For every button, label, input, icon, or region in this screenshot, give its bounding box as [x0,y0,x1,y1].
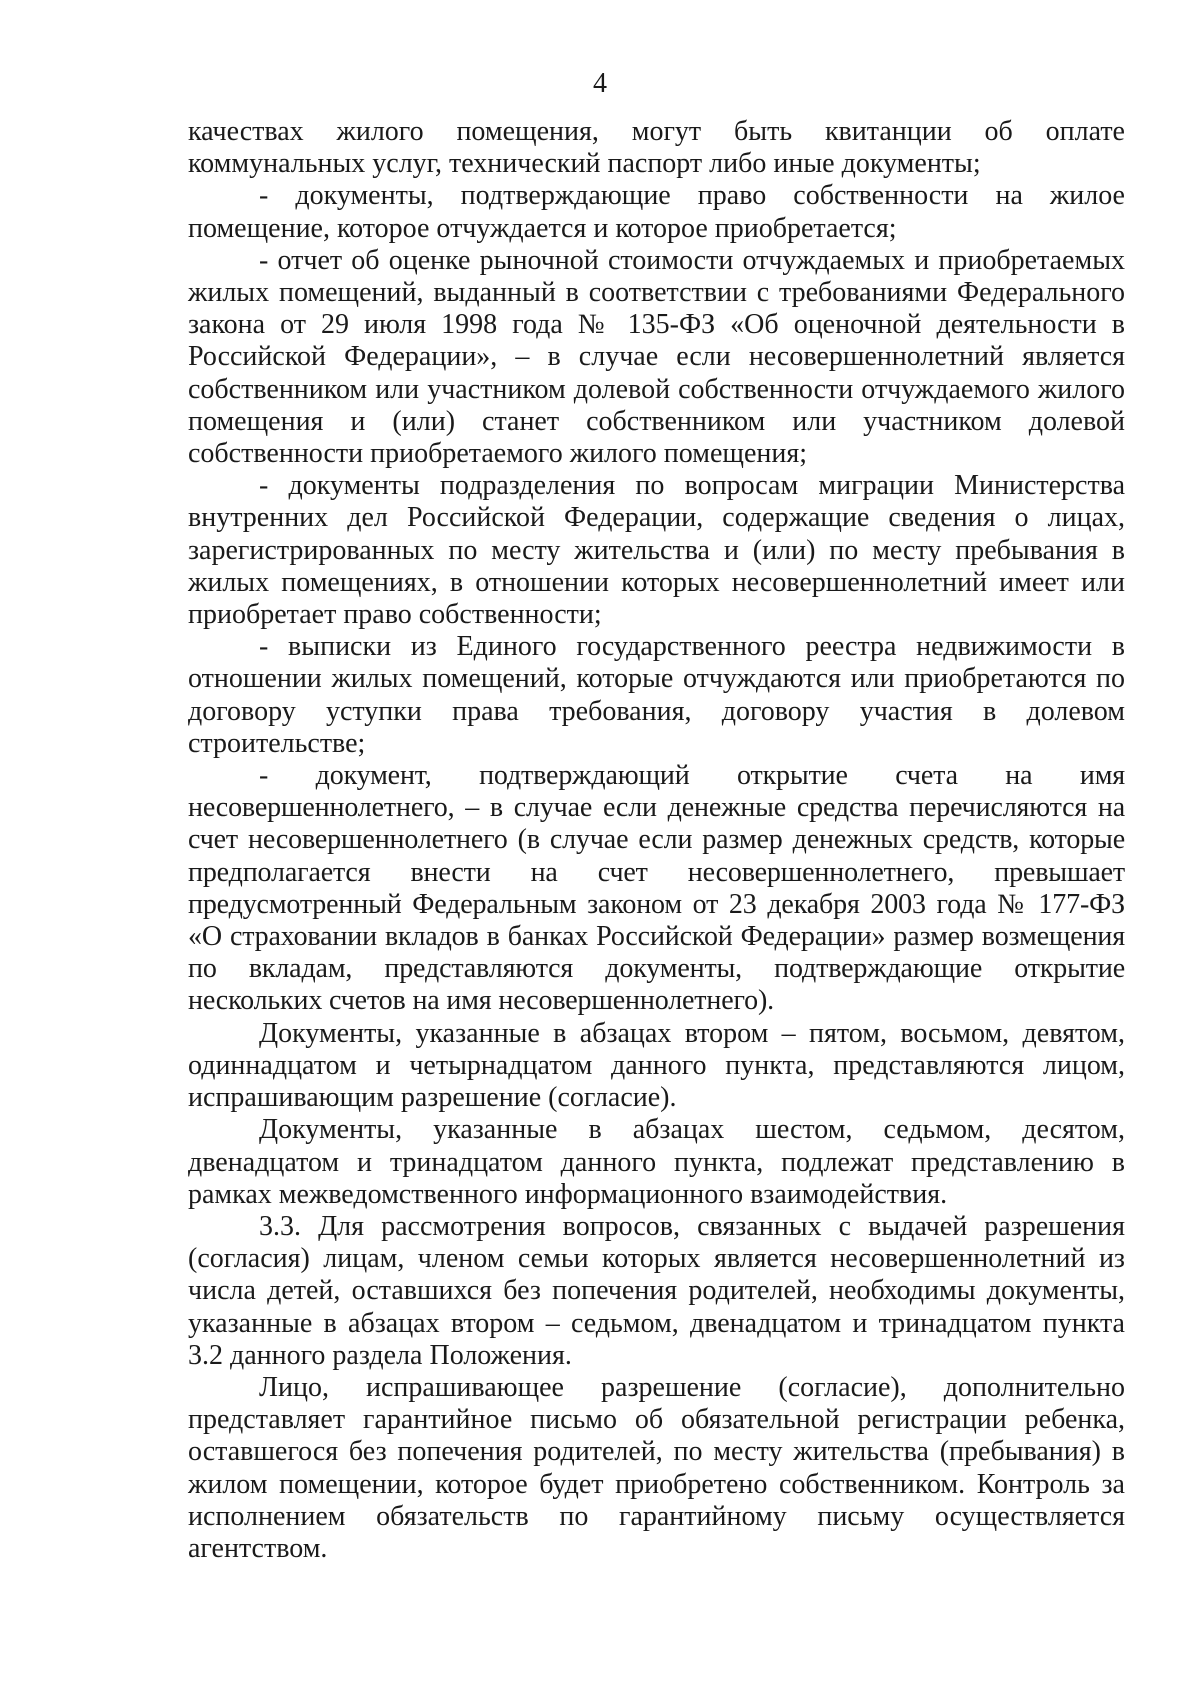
document-body [188,116,1125,1565]
paragraph-continuation: качествах жилого помещения, могут быть квитанции об оплате коммунальных услуг, технический паспорт либо иные документы; [188,116,1125,180]
list-item-registry-extracts: - выписки из Единого государственного реестра недвижимости в отношении жилых помещений, которые отчуждаются или приобретаются по договору уступки права требования, договору участия в долевом строительстве; [188,631,1125,759]
list-item-migration-documents: - документы подразделения по вопросам миграции Министерства внутренних дел Российской Федерации, содержащие сведения о лицах, зарегистрированных по месту жительства и (или) по месту пребывания в жилых помещениях, в отношении которых несовершеннолетний имеет или приобретает право собственности; [188,470,1125,631]
paragraph-clause-3-3: 3.3. Для рассмотрения вопросов, связанных с выдачей разрешения (согласия) лицам, членом семьи которых является несовершеннолетний из числа детей, оставшихся без попечения родителей, необходимы документы, указанные в абзацах втором – седьмом, двенадцатом и тринадцатом пункта 3.2 данного раздела Положения. [188,1210,1125,1371]
page-number: 4 [593,68,607,99]
list-item-account-document: - документ, подтверждающий открытие счета на имя несовершеннолетнего, – в случае если денежные средства перечисляются на счет несовершеннолетнего (в случае если размер денежных средств, которые предполагается внести на счет несовершеннолетнего, превышает предусмотренный Федеральным законом от 23 декабря 2003 года № 177-ФЗ «О страховании вкладов в банках Российской Федерации» размер возмещения по вкладам, представляются документы, подтверждающие открытие нескольких счетов на имя несовершеннолетнего). [188,760,1125,1017]
paragraph-guarantee-letter: Лицо, испрашивающее разрешение (согласие), дополнительно представляет гарантийное письмо об обязательной регистрации ребенка, оставшегося без попечения родителей, по месту жительства (пребывания) в жилом помещении, которое будет приобретено собственником. Контроль за исполнением обязательств по гарантийному письму осуществляется агентством. [188,1371,1125,1564]
list-item-ownership-documents: - документы, подтверждающие право собственности на жилое помещение, которое отчуждается и которое приобретается; [188,180,1125,244]
paragraph-applicant-documents: Документы, указанные в абзацах втором – пятом, восьмом, девятом, одиннадцатом и четырнадцатом данного пункта, представляются лицом, испрашивающим разрешение (согласие). [188,1017,1125,1114]
list-item-valuation-report: - отчет об оценке рыночной стоимости отчуждаемых и приобретаемых жилых помещений, выданный в соответствии с требованиями Федерального закона от 29 июля 1998 года № 135-ФЗ «Об оценочной деятельности в Российской Федерации», – в случае если несовершеннолетний является собственником или участником долевой собственности отчуждаемого жилого помещения и (или) станет собственником или участником долевой собственности приобретаемого жилого помещения; [188,244,1125,470]
paragraph-interagency-documents: Документы, указанные в абзацах шестом, седьмом, десятом, двенадцатом и тринадцатом данного пункта, подлежат представлению в рамках межведомственного информационного взаимодействия. [188,1114,1125,1210]
